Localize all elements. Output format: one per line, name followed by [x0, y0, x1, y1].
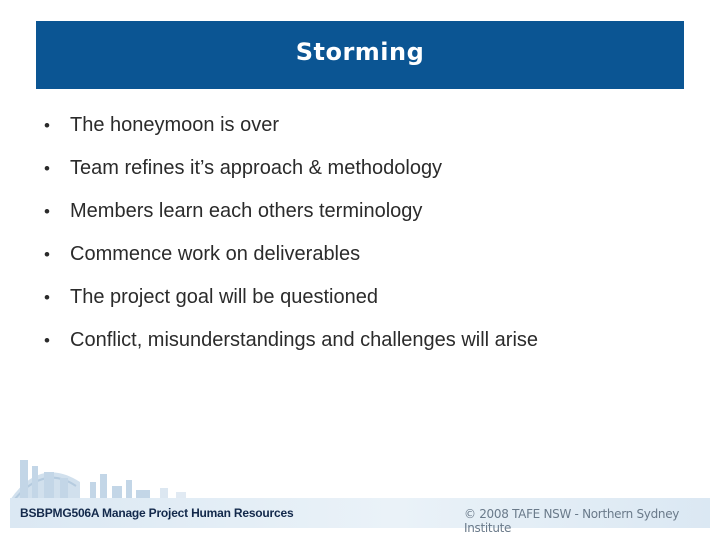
bullet-text: Conflict, misunderstandings and challenges will arise [70, 329, 539, 351]
slide-title: Storming [295, 38, 425, 66]
bullet-dot: • [44, 288, 50, 307]
copyright-notice: © 2008 TAFE NSW - Northern Sydney Institute [464, 507, 680, 535]
bullet-item [44, 319, 694, 362]
bullet-item [44, 104, 694, 147]
bullet-text: The honeymoon is over [70, 114, 280, 136]
bullet-item [44, 147, 694, 190]
bullet-text: The project goal will be questioned [70, 286, 378, 308]
bullet-list [44, 104, 694, 362]
bullet-dot: • [44, 331, 50, 350]
bullet-item [44, 190, 694, 233]
bullet-text: Team refines it’s approach & methodology [70, 157, 443, 179]
bullet-dot: • [44, 245, 50, 264]
bullet-dot: • [44, 159, 50, 178]
bullet-item [44, 233, 694, 276]
bullet-item [44, 276, 694, 319]
bullet-text: Commence work on deliverables [70, 243, 361, 265]
bullet-dot: • [44, 202, 50, 221]
course-label: BSBPMG506A Manage Project Human Resources [20, 506, 294, 520]
bullet-text: Members learn each others terminology [70, 200, 423, 222]
bullet-dot: • [44, 116, 50, 135]
footer [0, 452, 720, 540]
title-bar [36, 21, 684, 89]
